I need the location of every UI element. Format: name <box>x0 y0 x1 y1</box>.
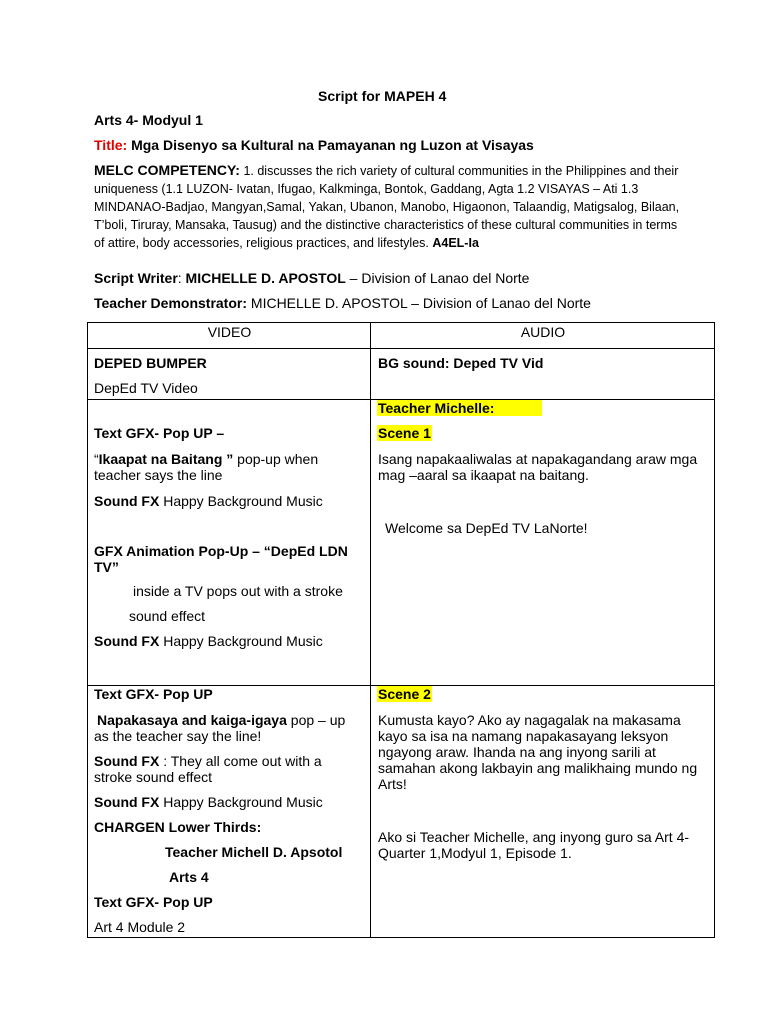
audio-cell <box>371 686 715 938</box>
lesson-title-line <box>94 137 534 153</box>
deped-tv-video: DepEd TV Video <box>94 380 198 396</box>
popup-open-quote: “ <box>94 451 99 467</box>
table-row <box>88 349 715 400</box>
sound-fx-text: : They all come out with a stroke sound effect <box>94 753 322 785</box>
ikaapat-popup-note <box>94 451 334 483</box>
tv-popout-line: inside a TV pops out with a stroke <box>133 583 343 599</box>
deped-bumper: DEPED BUMPER <box>94 355 207 371</box>
teacher-demonstrator-label: Teacher Demonstrator: <box>94 295 248 311</box>
sound-fx-text: Happy Background Music <box>159 633 323 649</box>
sound-fx-line <box>94 493 323 509</box>
audio-line-welcome: Welcome sa DepEd TV LaNorte! <box>385 520 588 536</box>
scene-1-label: Scene 1 <box>378 425 431 441</box>
sound-fx-label: Sound FX <box>94 633 160 649</box>
title-label: Title: <box>94 137 128 153</box>
script-writer-name: MICHELLE D. APOSTOL <box>185 270 346 286</box>
sound-effect-line: sound effect <box>129 608 206 624</box>
text-gfx-popup-2: Text GFX- Pop UP <box>94 894 213 910</box>
sound-fx-stroke-line <box>94 753 334 785</box>
gfx-animation-popup: GFX Animation Pop-Up – “DepEd LDN TV” <box>94 543 348 575</box>
audio-line-greeting: Isang napakaaliwalas at napakagandang araw mga mag –aaral sa ikaapat na baitang. <box>378 451 698 483</box>
video-column-header: VIDEO <box>207 324 252 340</box>
scene-2-label: Scene 2 <box>378 686 431 702</box>
chargen-subject: Arts 4 <box>169 869 209 885</box>
teacher-demonstrator-line <box>94 295 591 311</box>
ikaapat-popup-text: Ikaapat na Baitang ” <box>98 451 234 467</box>
sound-fx-label: Sound FX <box>94 794 160 810</box>
script-writer-colon: : <box>177 270 186 286</box>
table-row <box>88 400 715 686</box>
video-header-cell <box>88 323 371 349</box>
script-writer-division: – Division of Lanao del Norte <box>345 270 530 286</box>
table-header-row <box>88 323 715 349</box>
chargen-teacher-name: Teacher Michell D. Apsotol <box>165 844 343 860</box>
doc-title: Script for MAPEH 4 <box>318 88 447 104</box>
audio-cell <box>371 400 715 686</box>
teacher-demonstrator-name: MICHELLE D. APOSTOL – Division of Lanao del Norte <box>247 295 591 311</box>
module-label: Arts 4- Modyul 1 <box>94 112 203 128</box>
art4-module2: Art 4 Module 2 <box>94 919 186 935</box>
video-cell <box>88 686 371 938</box>
script-table <box>87 322 715 938</box>
sound-fx-label: Sound FX <box>94 753 160 769</box>
audio-para-kumusta: Kumusta kayo? Ako ay nagagalak na makasama kayo sa isa na namang napakasayang leksyon ngayong araw. Ihanda na ang inyong sarili at samahan akong lakbayin ang malikhaing mundo ng Arts! <box>378 712 698 792</box>
script-writer-label: Script Writer <box>94 270 178 286</box>
melc-text: 1. discusses the rich variety of cultural communities in the Philippines and their uniqueness (1.1 LUZON- Ivatan, Ifugao, Kalkminga, Bontok, Gaddang, Agta 1.2 VISAYAS – Ati 1.3 MINDANAO-Badjao, Mangyan,Samal, Yakan, Ubanon, Manobo, Higaonon, Talaandig, Matigsalog, Bilaan, T’boli, Tiruray, Mansaka, Tausug) and the distinctive characteristics of these cultural communities in terms of attire, body accessories, religious practices, and lifestyles. <box>94 164 680 250</box>
sound-fx-text: Happy Background Music <box>159 493 323 509</box>
napakasaya-popup-text: Napakasaya and kaiga-igaya <box>97 712 287 728</box>
popup-note-rest: pop-up when teacher says the line <box>94 451 319 483</box>
audio-column-header: AUDIO <box>520 324 566 340</box>
melc-label: MELC COMPETENCY: <box>94 162 240 178</box>
melc-paragraph <box>94 162 684 252</box>
video-cell <box>88 349 371 400</box>
sound-fx-label: Sound FX <box>94 493 160 509</box>
popup-note-rest: pop – up as the teacher say the line! <box>94 712 346 744</box>
sound-fx-line <box>94 633 323 649</box>
table-row <box>88 686 715 938</box>
napakasaya-popup-note <box>94 712 362 744</box>
sound-fx-text: Happy Background Music <box>159 794 323 810</box>
teacher-michelle-label: Teacher Michelle: <box>377 400 542 416</box>
lesson-title: Mga Disenyo sa Kultural na Pamayanan ng Luzon at Visayas <box>131 137 534 153</box>
audio-para-intro: Ako si Teacher Michelle, ang inyong guro sa Art 4- Quarter 1,Modyul 1, Episode 1. <box>378 829 690 861</box>
bg-sound: BG sound: Deped TV Vid <box>378 355 544 371</box>
text-gfx-popup: Text GFX- Pop UP – <box>94 425 225 441</box>
video-cell <box>88 400 371 686</box>
melc-code: A4EL-Ia <box>432 236 479 250</box>
sound-fx-line <box>94 794 323 810</box>
chargen-lower-thirds: CHARGEN Lower Thirds: <box>94 819 262 835</box>
script-writer-line <box>94 270 529 286</box>
audio-header-cell <box>371 323 715 349</box>
audio-cell <box>371 349 715 400</box>
text-gfx-popup: Text GFX- Pop UP <box>94 686 213 702</box>
